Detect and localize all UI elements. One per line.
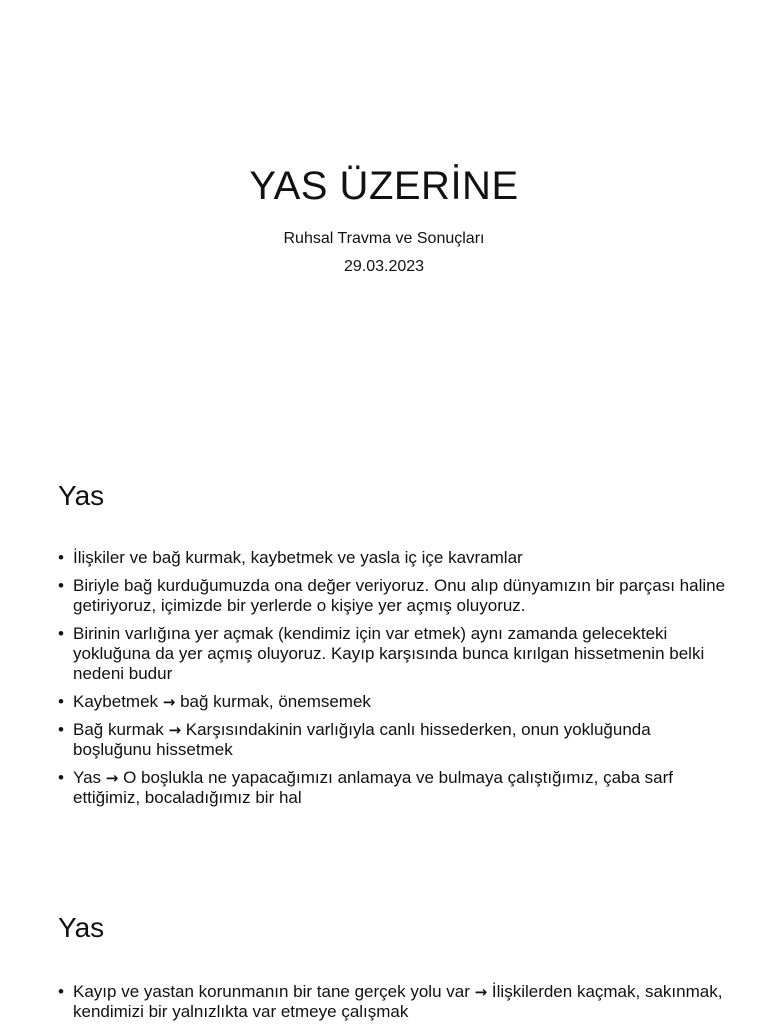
title-slide [0, 0, 768, 432]
bullet-item [58, 692, 728, 712]
bullet-item [58, 768, 728, 808]
bullet-text: bağ kurmak, önemsemek [175, 692, 371, 711]
bullet-item [58, 624, 728, 684]
presentation-subtitle: Ruhsal Travma ve Sonuçları [283, 230, 485, 247]
bullet-item [58, 720, 728, 760]
bullet-item [58, 576, 728, 616]
bullet-text: İlişkiler ve bağ kurmak, kaybetmek ve yasla iç içe kavramlar [73, 548, 523, 567]
bullet-text: İlişkilerden kaçmak, sakınmak, kendimizi bir yalnızlıkta var etmeye çalışmak [73, 982, 723, 1021]
content-slide-yas-2 [0, 864, 768, 1024]
slide-heading: Yas [58, 480, 105, 511]
presentation-title: YAS ÜZERİNE [249, 164, 519, 208]
bullet-text: Kayıp ve yastan korunmanın bir tane gerçek yolu var [73, 982, 475, 1001]
bullet-text: Karşısındakinin varlığıyla canlı hissederken, onun yokluğunda boşluğunu hissetmek [73, 720, 651, 759]
bullet-list [58, 548, 728, 816]
content-slide-yas-1 [0, 432, 768, 864]
bullet-text: Biriyle bağ kurduğumuzda ona değer veriyoruz. Onu alıp dünyamızın bir parçası haline getiriyoruz, içimizde bir yerlerde o kişiye yer açmış oluyoruz. [73, 576, 726, 615]
right-arrow-icon: → [105, 769, 119, 787]
slide-heading: Yas [58, 912, 105, 943]
right-arrow-icon: → [162, 693, 176, 711]
bullet-list [58, 982, 728, 1030]
bullet-text: Kaybetmek [73, 692, 163, 711]
bullet-item [58, 548, 728, 568]
bullet-text: Birinin varlığına yer açmak (kendimiz için var etmek) aynı zamanda gelecekteki yokluğuna da yer açmış oluyoruz. Kayıp karşısında bunca kırılgan hissetmenin belki nedeni budur [73, 624, 705, 683]
right-arrow-icon: → [168, 721, 182, 739]
bullet-text: O boşlukla ne yapacağımızı anlamaya ve bulmaya çalıştığımız, çaba sarf ettiğimiz, bocaladığımız bir hal [73, 768, 673, 807]
right-arrow-icon: → [474, 983, 488, 1001]
bullet-text: Yas [73, 768, 106, 787]
presentation-date: 29.03.2023 [343, 258, 425, 275]
bullet-item [58, 982, 728, 1022]
bullet-text: Bağ kurmak [73, 720, 169, 739]
